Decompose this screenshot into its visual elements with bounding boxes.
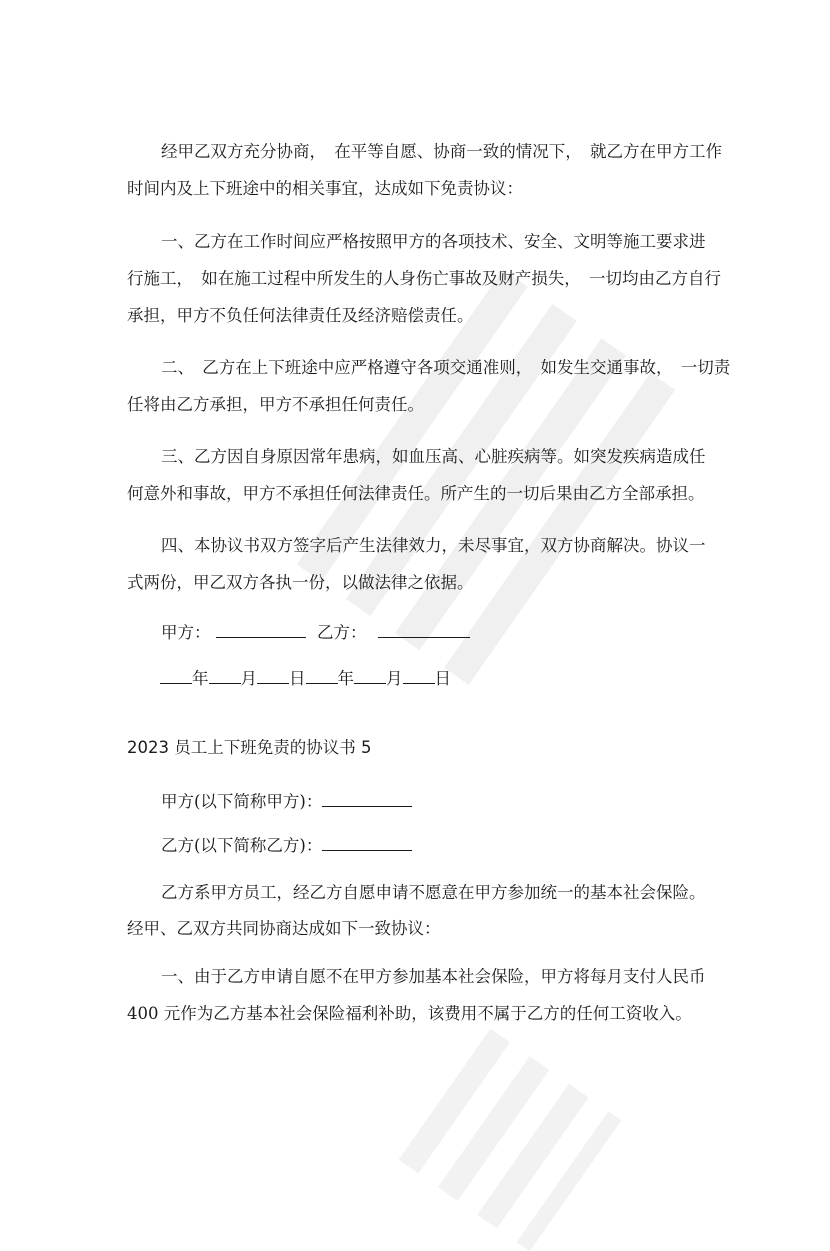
party-a-blank xyxy=(322,790,412,807)
paragraph-line: 三、乙方因自身原因常年患病，如血压高、心脏疾病等。如突发疾病造成任 xyxy=(161,447,706,466)
party-b-blank xyxy=(322,834,412,851)
year-label: 年 xyxy=(192,669,209,688)
day-label: 日 xyxy=(289,669,306,688)
paragraph-line: 式两份，甲乙双方各执一份，以做法律之依据。 xyxy=(127,573,474,592)
blank xyxy=(209,667,241,684)
party-a-label: 甲方(以下简称甲方)： xyxy=(161,792,323,811)
paragraph-line: 行施工， 如在施工过程中所发生的人身伤亡事故及财产损失， 一切均由乙方自行 xyxy=(127,269,721,288)
paragraph-line: 任将由乙方承担，甲方不承担任何责任。 xyxy=(127,395,424,414)
blank xyxy=(160,667,192,684)
party-a-blank xyxy=(216,621,306,638)
party-a-label: 甲方： xyxy=(161,623,211,642)
paragraph-line: 四、本协议书双方签字后产生法律效力，未尽事宜，双方协商解决。协议一 xyxy=(161,536,706,555)
party-b-label: 乙方(以下简称乙方)： xyxy=(161,836,323,855)
party-b-line xyxy=(161,834,705,857)
date-line xyxy=(160,667,738,690)
paragraph-line: 乙方系甲方员工，经乙方自愿申请不愿意在甲方参加统一的基本社会保险。 xyxy=(161,883,706,902)
party-a-line xyxy=(161,790,705,813)
paragraph-line: 承担，甲方不负任何法律责任及经济赔偿责任。 xyxy=(127,306,474,325)
party-b-label: 乙方： xyxy=(317,623,367,642)
section-title: 2023 员工上下班免责的协议书 5 xyxy=(127,738,372,757)
blank xyxy=(257,667,289,684)
blank xyxy=(354,667,386,684)
paragraph-line: 一、乙方在工作时间应严格按照甲方的各项技术、安全、文明等施工要求进 xyxy=(161,232,706,251)
paragraph-line: 经甲、乙双方共同协商达成如下一致协议： xyxy=(127,919,441,938)
day-label: 日 xyxy=(434,669,451,688)
year-label: 年 xyxy=(337,669,354,688)
blank xyxy=(306,667,338,684)
paragraph-line: 经甲乙双方充分协商， 在平等自愿、协商一致的情况下， 就乙方在甲方工作 xyxy=(161,142,722,161)
blank xyxy=(403,667,435,684)
month-label: 月 xyxy=(240,669,257,688)
signature-line xyxy=(161,621,705,644)
paragraph-line: 一、由于乙方申请自愿不在甲方参加基本社会保险，甲方将每月支付人民币 xyxy=(161,967,706,986)
paragraph-line: 400 元作为乙方基本社会保险福利补助，该费用不属于乙方的任何工资收入。 xyxy=(127,1004,692,1023)
watermark xyxy=(399,1029,622,1251)
month-label: 月 xyxy=(386,669,403,688)
paragraph-line: 何意外和事故，甲方不承担任何法律责任。所产生的一切后果由乙方全部承担。 xyxy=(127,484,705,503)
paragraph-line: 二、 乙方在上下班途中应严格遵守各项交通准则， 如发生交通事故， 一切责 xyxy=(161,358,731,377)
paragraph-line: 时间内及上下班途中的相关事宜，达成如下免责协议： xyxy=(127,179,523,198)
party-b-blank xyxy=(378,621,470,638)
